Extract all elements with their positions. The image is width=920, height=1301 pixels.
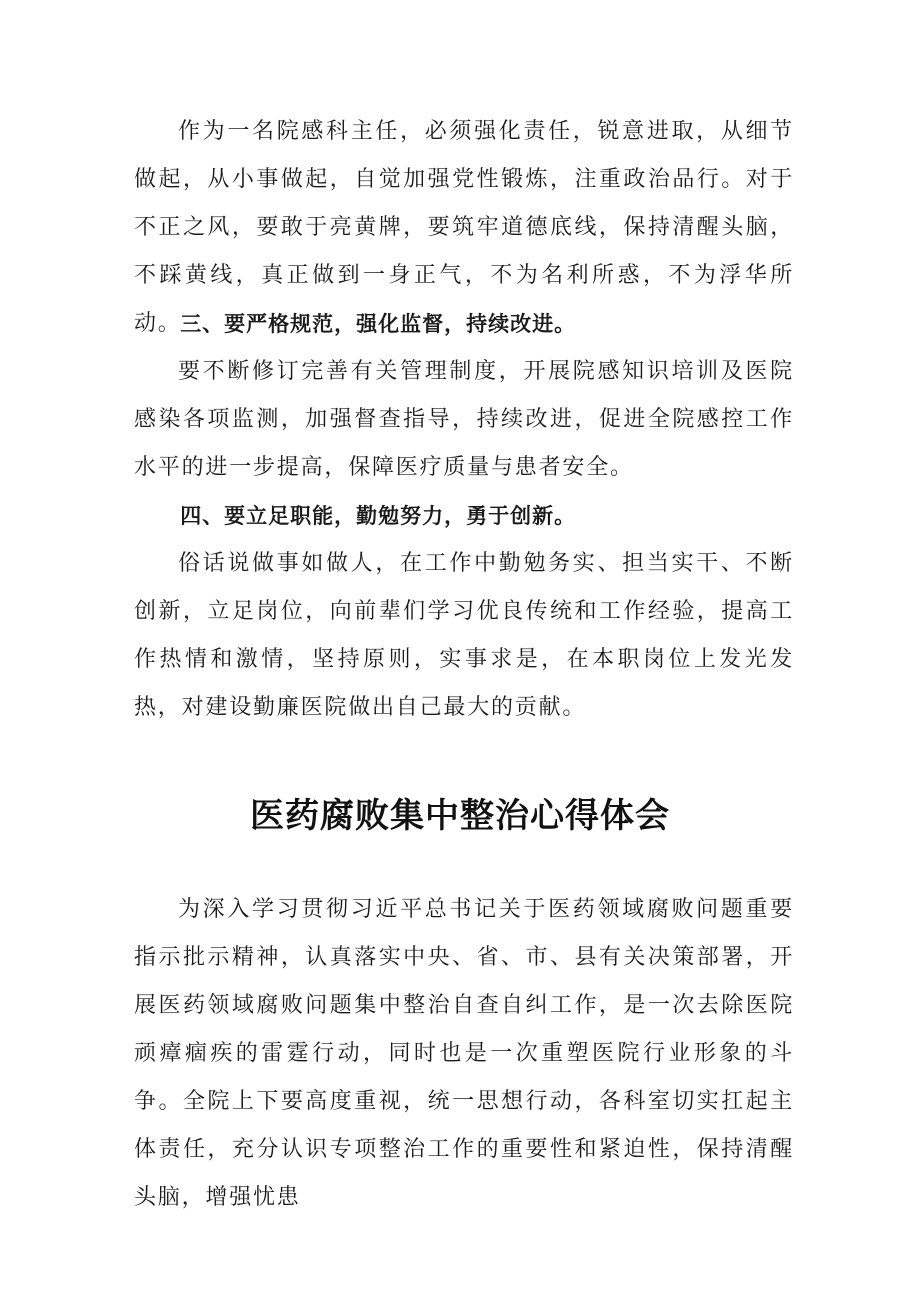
paragraph-standards: 要不断修订完善有关管理制度，开展院感知识培训及医院感染各项监测，加强督查指导，持续改进，促进全院感控工作水平的进一步提高，保障医疗质量与患者安全。 <box>134 359 794 480</box>
paragraph-responsibility: 作为一名院感科主任，必须强化责任，锐意进取，从细节做起，从小事做起，自觉加强党性锻炼，注重政治品行。对于不正之风，要敢于亮黄牌，要筑牢道德底线，保持清醒头脑，不踩黄线，真正做到一身正气，不为名利所惑，不为浮华所动。 <box>134 119 794 336</box>
paragraph-intro: 为深入学习贯彻习近平总书记关于医药领域腐败问题重要指示批示精神，认真落实中央、省、市、县有关决策部署，开展医药领域腐败问题集中整治自查自纠工作，是一次去除医院顽瘴痼疾的雷霆行动，同时也是一次重塑医院行业形象的斗争。全院上下要高度重视，统一思想行动，各科室切实扛起主体责任，充分认识专项整治工作的重要性和紧迫性，保持清醒头脑，增强忧患 <box>134 897 794 1210</box>
section-heading-4: 四、要立足职能，勤勉努力，勇于创新。 <box>180 504 577 528</box>
section-heading-3: 三、要严格规范，强化监督，持续改进。 <box>180 312 577 336</box>
paragraph-diligence: 俗话说做事如做人，在工作中勤勉务实、担当实干、不断创新，立足岗位，向前辈们学习优良传统和工作经验，提高工作热情和激情，坚持原则，实事求是，在本职岗位上发光发热，对建设勤廉医院做出自己最大的贡献。 <box>134 551 794 720</box>
article-title: 医药腐败集中整治心得体会 <box>250 796 670 836</box>
